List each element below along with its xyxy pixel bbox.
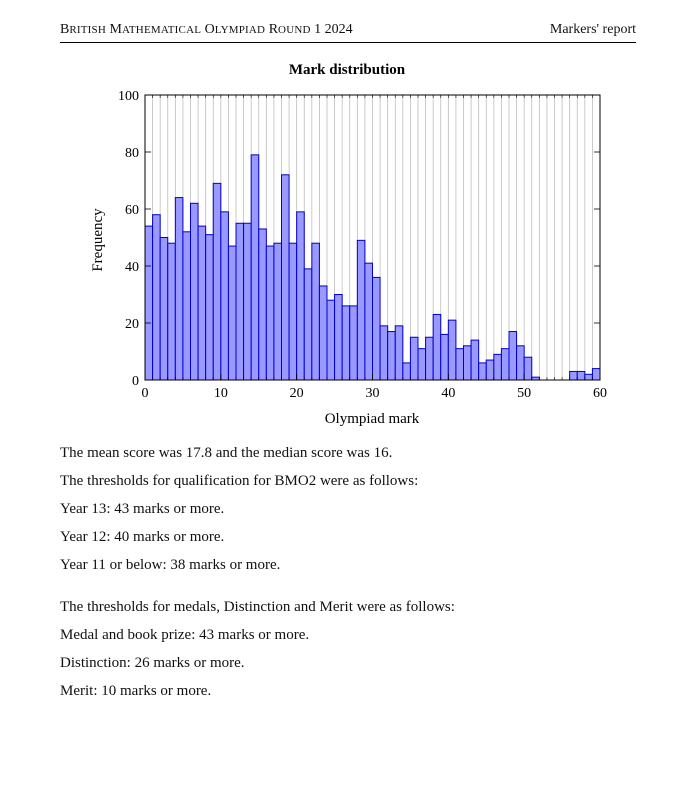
histogram-bar <box>282 175 290 380</box>
histogram-bar <box>456 349 464 380</box>
y-tick-label: 40 <box>125 260 139 275</box>
histogram-bar <box>221 212 229 380</box>
histogram-bar <box>342 306 350 380</box>
histogram-bar <box>153 215 161 380</box>
histogram-bar <box>213 183 221 380</box>
histogram-bar <box>501 349 509 380</box>
report-text <box>60 443 660 709</box>
y-axis-label: Frequency <box>90 208 106 272</box>
x-axis-label: Olympiad mark <box>324 411 420 427</box>
distinction-threshold: Distinction: 26 marks or more. <box>60 655 245 671</box>
x-tick-label: 50 <box>517 386 532 401</box>
histogram-bar <box>373 277 381 380</box>
histogram-bar <box>517 346 525 380</box>
x-tick-label: 60 <box>593 386 607 401</box>
medals-thresholds-intro: The thresholds for medals, Distinction and Merit were as follows: <box>60 599 455 615</box>
histogram-bar <box>433 314 441 380</box>
histogram-bar <box>297 212 305 380</box>
histogram-bar <box>168 243 176 380</box>
histogram-bar <box>585 374 593 380</box>
histogram-bar <box>357 240 365 380</box>
x-tick-label: 0 <box>141 386 149 401</box>
histogram-bar <box>365 263 373 380</box>
histogram-bar <box>471 340 479 380</box>
histogram-bar <box>175 198 183 380</box>
x-tick-label: 40 <box>441 386 456 401</box>
histogram-bar <box>266 246 274 380</box>
histogram-bar <box>327 300 335 380</box>
y-tick-label: 80 <box>125 146 139 161</box>
histogram-bar <box>259 229 267 380</box>
x-tick-label: 20 <box>289 386 304 401</box>
histogram-bar <box>380 326 388 380</box>
histogram-bar <box>236 223 244 380</box>
y-tick-label: 100 <box>118 89 139 104</box>
histogram-bar <box>160 238 168 381</box>
x-tick-label: 30 <box>365 386 380 401</box>
bmo2-thresholds-intro: The thresholds for qualification for BMO2 were as follows: <box>60 473 419 489</box>
year13-threshold: Year 13: 43 marks or more. <box>60 501 225 517</box>
histogram-bar <box>592 369 600 380</box>
histogram-bar <box>577 371 585 380</box>
histogram-bar <box>244 223 252 380</box>
histogram-bar <box>570 371 578 380</box>
header-title: BRITISH MATHEMATICAL OLYMPIAD ROUND 1 2024 <box>60 22 353 37</box>
histogram-bar <box>319 286 327 380</box>
chart-title: Mark distribution <box>288 62 406 78</box>
x-tick-label: 10 <box>213 386 228 401</box>
histogram-bar <box>206 235 214 380</box>
histogram-bar <box>289 243 297 380</box>
histogram-bar <box>448 320 456 380</box>
histogram-bar <box>494 354 502 380</box>
histogram-chart <box>0 50 697 435</box>
page-header <box>60 22 636 43</box>
histogram-bar <box>426 337 434 380</box>
histogram-bar <box>524 357 532 380</box>
histogram-bar <box>251 155 259 380</box>
mark-distribution-figure <box>0 50 697 435</box>
merit-threshold: Merit: 10 marks or more. <box>60 683 212 699</box>
y-tick-label: 60 <box>125 203 139 218</box>
y-tick-label: 20 <box>125 317 139 332</box>
histogram-bar <box>388 332 396 380</box>
year12-threshold: Year 12: 40 marks or more. <box>60 529 225 545</box>
histogram-bar <box>479 363 487 380</box>
histogram-bar <box>304 269 312 380</box>
histogram-bar <box>274 243 282 380</box>
histogram-bar <box>410 337 418 380</box>
histogram-bar <box>486 360 494 380</box>
histogram-bar <box>395 326 403 380</box>
histogram-bar <box>198 226 206 380</box>
header-report-label: Markers' report <box>549 22 636 37</box>
histogram-bar <box>509 332 517 380</box>
medal-threshold: Medal and book prize: 43 marks or more. <box>60 627 310 643</box>
histogram-bar <box>403 363 411 380</box>
histogram-bar <box>191 203 199 380</box>
histogram-bar <box>350 306 358 380</box>
histogram-bar <box>335 295 343 381</box>
histogram-bar <box>441 334 449 380</box>
mean-median-text: The mean score was 17.8 and the median score was 16. <box>60 445 393 461</box>
year11-threshold: Year 11 or below: 38 marks or more. <box>60 557 281 573</box>
histogram-bar <box>183 232 191 380</box>
histogram-bar <box>145 226 153 380</box>
histogram-bar <box>228 246 236 380</box>
y-tick-label: 0 <box>132 374 139 389</box>
histogram-bar <box>464 346 472 380</box>
histogram-bar <box>312 243 320 380</box>
histogram-bar <box>418 349 426 380</box>
